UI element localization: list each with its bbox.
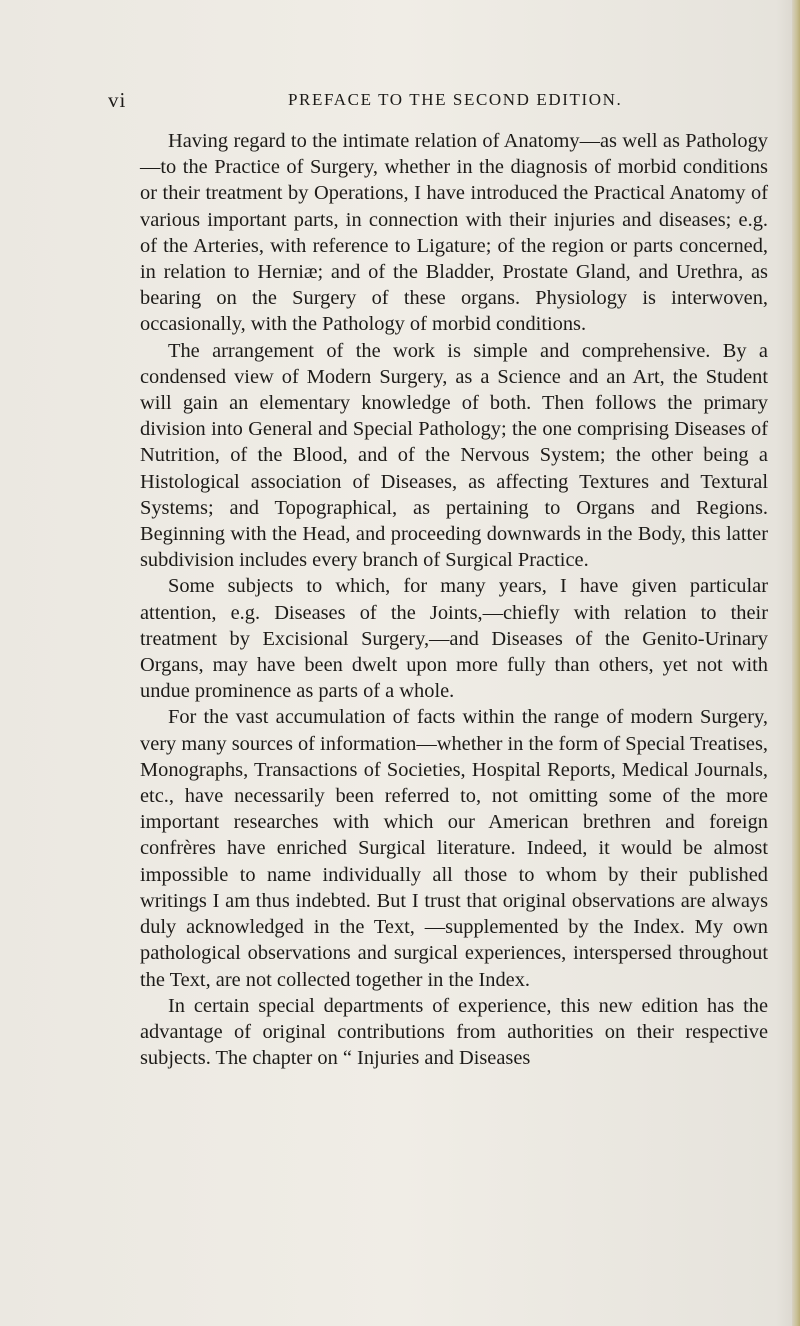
- paragraph-new-edition: In certain special departments of experience, this new edition has the advantage of original contributions from authorities on their respective subjects. The chapter on “ Injuries and Diseases: [140, 994, 768, 1070]
- paragraph-arrangement: The arrangement of the work is simple and comprehensive. By a condensed view of Modern Surgery, as a Science and an Art, the Student will gain an elementary knowledge of both. Then follows the primary division into General and Special Pathology; the one comprising Diseases of Nutrition, of the Blood, and of the Nervous System; the other being a Histological association of Diseases, as affecting Textures and Textural Systems; and Topographical, as pertaining to Organs and Regions. Beginning with the Head, and proceeding downwards in the Body, this latter subdivision includes every branch of Surgical Practice.: [140, 339, 768, 572]
- paragraph-special-subjects: Some subjects to which, for many years, I have given particular attention, e.g. Diseases of the Joints,—chiefly with relation to their treatment by Excisional Surgery,—and Diseases of the Genito-Urinary Organs, may have been dwelt upon more fully than others, yet not with undue prominence as parts of a whole.: [140, 575, 768, 703]
- paragraph-sources: For the vast accumulation of facts within the range of modern Surgery, very many sources of information—whether in the form of Special Treatises, Monographs, Transactions of Societies, Hospital Reports, Medical Journals, etc., have necessarily been referred to, not omitting some of the more important researches with which our American brethren and foreign confrères have enriched Surgical literature. Indeed, it would be almost impossible to name individually all those to whom by their published writings I am thus indebted. But I trust that original observations are always duly acknowledged in the Text, —supplemented by the Index. My own pathological observations and surgical experiences, interspersed throughout the Text, are not collected together in the Index.: [140, 706, 768, 991]
- page-header: [108, 88, 748, 116]
- body-text: [140, 128, 768, 1071]
- running-head: PREFACE TO THE SECOND EDITION.: [288, 90, 623, 109]
- page-edge: [792, 0, 800, 1326]
- paragraph-anatomy-relation: Having regard to the intimate relation of Anatomy—as well as Pathology—to the Practice of Surgery, whether in the diagnosis of morbid conditions or their treatment by Operations, I have introduced the Practical Anatomy of various important parts, in connection with their injuries and diseases; e.g. of the Arteries, with reference to Ligature; of the region or parts concerned, in relation to Herniæ; and of the Bladder, Prostate Gland, and Urethra, as bearing on the Surgery of these organs. Physiology is interwoven, occasionally, with the Pathology of morbid conditions.: [140, 130, 768, 336]
- page-number: vi: [108, 88, 127, 112]
